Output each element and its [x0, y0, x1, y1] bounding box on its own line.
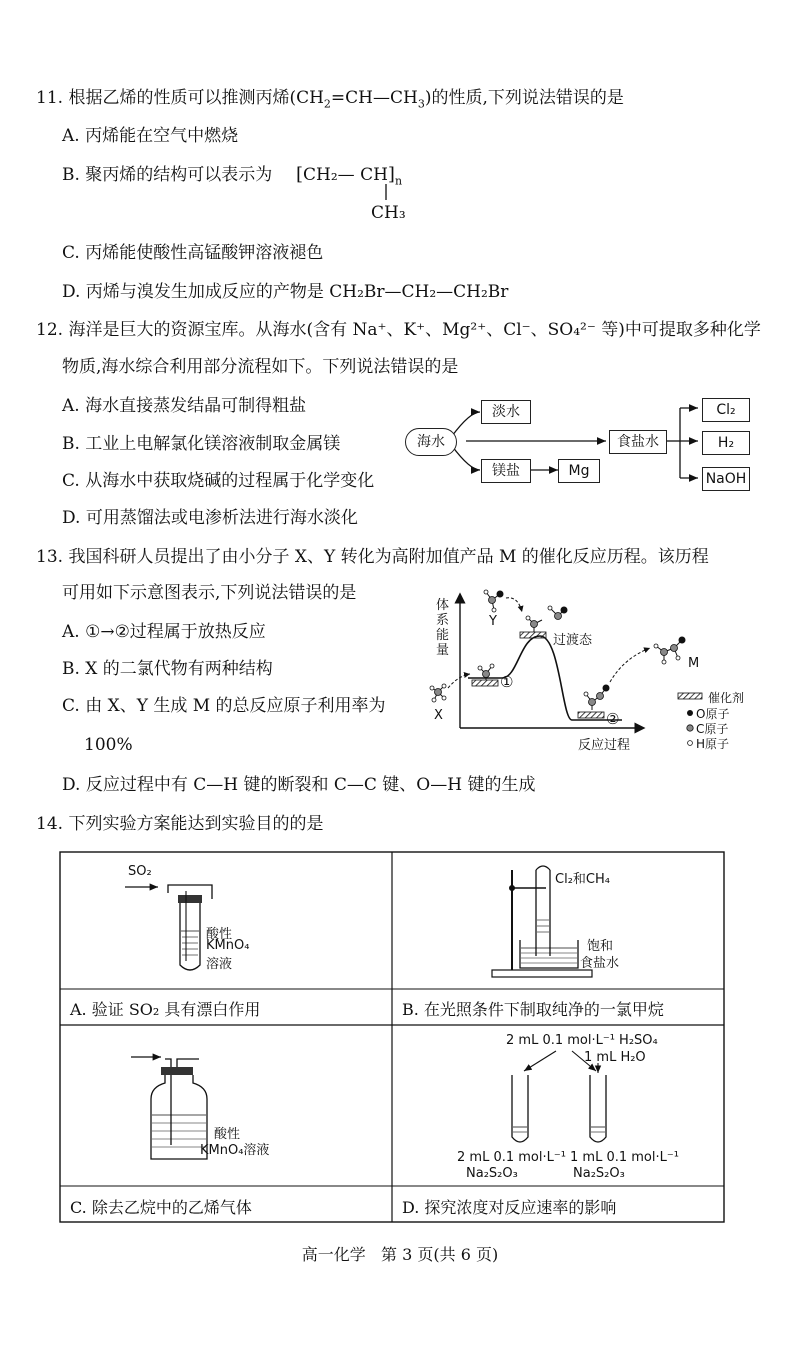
energy-axis-label: 体系能量	[436, 598, 450, 658]
molecule-m-label: M	[688, 656, 700, 671]
apparatus-a-liquid-3: 溶液	[206, 957, 233, 972]
state-1-label: ①	[500, 673, 514, 691]
q13-option-c: C. 由 X、Y 生成 M 的总反应原子利用率为	[62, 696, 386, 716]
legend-catalyst: 催化剂	[708, 691, 745, 705]
q11-stem: 11. 根据乙烯的性质可以推测丙烯$(CH_2=CH—CH_3)$的性质,下列说法错误的是	[36, 88, 624, 111]
flow-chlorine: Cl₂	[702, 398, 750, 422]
apparatus-a-liquid-2: KMnO₄	[206, 938, 250, 953]
q13-option-b: B. X 的二氯代物有两种结构	[62, 659, 273, 679]
q13-option-c-cont: 100%	[84, 735, 133, 755]
q12-stem-line1: 12. 海洋是巨大的资源宝库。从海水(含有 Na⁺、K⁺、Mg²⁺、Cl⁻、SO₄²⁻ 等)中可提取多种化学	[36, 320, 761, 340]
transition-state-label: 过渡态	[553, 633, 593, 648]
q12-option-a: A. 海水直接蒸发结晶可制得粗盐	[62, 396, 307, 416]
q11-option-a: A. 丙烯能在空气中燃烧	[62, 126, 239, 146]
option-b-caption: B. 在光照条件下制取纯净的一氯甲烷	[402, 1000, 664, 1019]
flow-magnesium-salt: 镁盐	[481, 459, 531, 483]
polypropylene-formula: [CH₂— $CH]_n$	[296, 164, 403, 188]
q11-option-c: C. 丙烯能使酸性高锰酸钾溶液褪色	[62, 243, 324, 263]
apparatus-b-liquid-2: 食盐水	[580, 956, 620, 971]
option-d-caption: D. 探究浓度对反应速率的影响	[402, 1198, 617, 1217]
legend-h-atom: H原子	[696, 737, 730, 751]
apparatus-d-test-tubes	[500, 1045, 640, 1155]
flow-fresh-water: 淡水	[481, 400, 531, 424]
flow-magnesium: Mg	[558, 459, 600, 483]
polypropylene-branch-bond	[384, 184, 388, 202]
flow-brine: 食盐水	[609, 430, 667, 454]
q14-stem: 14. 下列实验方案能达到实验目的的是	[36, 814, 324, 834]
q12-option-c: C. 从海水中获取烧碱的过程属于化学变化	[62, 471, 375, 491]
q13-option-d: D. 反应过程中有 C—H 键的断裂和 C—C 键、O—H 键的生成	[62, 775, 536, 795]
flow-hydrogen: H₂	[702, 431, 750, 455]
apparatus-a-gas: SO₂	[128, 864, 152, 879]
apparatus-d-tube1-reagent: Na₂S₂O₃	[466, 1166, 518, 1181]
page-footer: 高一化学 第 3 页(共 6 页)	[301, 1245, 499, 1264]
legend-o-atom: O原子	[696, 707, 730, 721]
flow-seawater: 海水	[405, 428, 457, 456]
molecule-y-label: Y	[489, 614, 497, 629]
q12-option-d: D. 可用蒸馏法或电渗析法进行海水淡化	[62, 508, 358, 528]
apparatus-b-liquid-1: 饱和	[587, 939, 614, 954]
reaction-axis-label: 反应过程	[578, 738, 631, 753]
option-c-caption: C. 除去乙烷中的乙烯气体	[70, 1198, 252, 1217]
q13-stem-line1: 13. 我国科研人员提出了由小分子 X、Y 转化为高附加值产品 M 的催化反应历程。该历程	[36, 547, 709, 567]
apparatus-b-gas: Cl₂和CH₄	[555, 872, 610, 887]
option-a-caption: A. 验证 SO₂ 具有漂白作用	[70, 1000, 261, 1019]
q11-option-d: D. 丙烯与溴发生加成反应的产物是 CH₂Br—CH₂—CH₂Br	[62, 282, 509, 302]
q12-stem-line2: 物质,海水综合利用部分流程如下。下列说法错误的是	[62, 357, 459, 377]
apparatus-d-tube2-reagent: Na₂S₂O₃	[573, 1166, 625, 1181]
polypropylene-branch: CH₃	[371, 203, 406, 223]
apparatus-d-tube2-conc: 1 mL 0.1 mol·L⁻¹	[570, 1150, 679, 1165]
q13-stem-line2: 可用如下示意图表示,下列说法错误的是	[62, 583, 357, 603]
apparatus-a-liquid-1: 酸性	[206, 927, 233, 942]
molecule-x-label: X	[434, 708, 443, 723]
apparatus-c-liquid-2: KMnO₄溶液	[200, 1143, 270, 1158]
legend-c-atom: C原子	[696, 722, 729, 736]
q13-option-a: A. ①→②过程属于放热反应	[62, 622, 266, 642]
state-2-label: ②	[606, 710, 620, 728]
apparatus-d-addition-1: 2 mL 0.1 mol·L⁻¹ H₂SO₄	[506, 1033, 658, 1048]
apparatus-d-addition-2: 1 mL H₂O	[584, 1050, 646, 1065]
flow-naoh: NaOH	[702, 467, 750, 491]
q11-option-b: B. 聚丙烯的结构可以表示为	[62, 165, 273, 185]
q12-option-b: B. 工业上电解氯化镁溶液制取金属镁	[62, 434, 341, 454]
apparatus-c-liquid-1: 酸性	[214, 1127, 241, 1142]
apparatus-d-tube1-conc: 2 mL 0.1 mol·L⁻¹	[457, 1150, 566, 1165]
